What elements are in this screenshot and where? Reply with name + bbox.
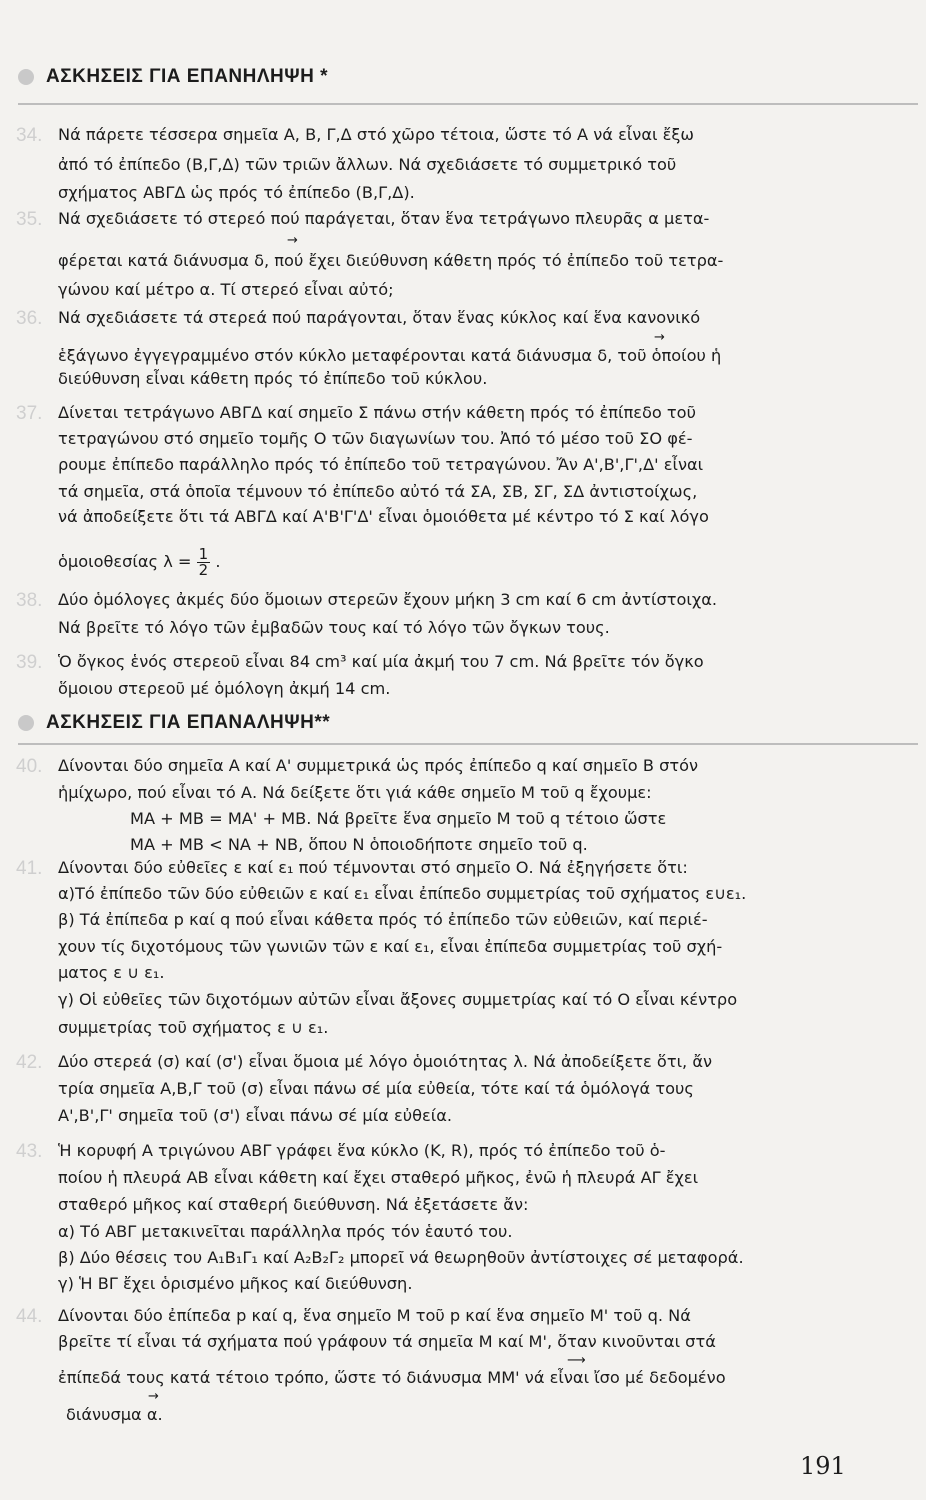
- text-line: βρεῖτε τί εἶναι τά σχήματα πού γράφουν τά σημεῖα Μ καί Μ', ὅταν κινοῦνται στά: [58, 1332, 716, 1351]
- divider: [18, 743, 918, 745]
- exercise-number: 35.: [16, 209, 43, 230]
- vector-arrow-icon: →: [654, 330, 665, 345]
- vector-arrow-icon: →: [148, 1389, 159, 1404]
- text-line: τά σημεῖα, στά ὁποῖα τέμνουν τό ἐπίπεδο αὐτό τά ΣΑ, ΣΒ, ΣΓ, ΣΔ ἀντιστοίχως,: [58, 482, 698, 501]
- exercise-number: 44.: [16, 1306, 43, 1327]
- exercise-number: 43.: [16, 1141, 43, 1162]
- text-line: γ) Οἱ εὐθεῖες τῶν διχοτόμων αὐτῶν εἶναι ἄξονες συμμετρίας καί τό Ο εἶναι κέντρο: [58, 990, 738, 1009]
- exercise-number: 34.: [16, 125, 43, 146]
- text-line: ὁμοιοθεσίας λ = $\frac{1}{2}$ .: [58, 545, 221, 579]
- fraction-denominator: 2: [198, 561, 209, 579]
- section-header-2: [18, 712, 330, 734]
- text-line: Νά πάρετε τέσσερα σημεῖα Α, Β, Γ,Δ στό χῶρο τέτοια, ὥστε τό Α νά εἶναι ἔξω: [58, 125, 694, 144]
- bullet-icon: [18, 69, 34, 85]
- text-line: ἐπίπεδά τους κατά τέτοιο τρόπο, ὥστε τό διάνυσμα ΜΜ' νά εἶναι ἴσο μέ δεδομένο: [58, 1368, 726, 1387]
- exercise-number: 37.: [16, 403, 43, 424]
- text-line: Ἡ κορυφή Α τριγώνου ΑΒΓ γράφει ἕνα κύκλο (Κ, R), πρός τό ἐπίπεδο τοῦ ὁ-: [58, 1141, 666, 1160]
- text-line: χουν τίς διχοτόμους τῶν γωνιῶν τῶν ε καί ε₁, εἶναι ἐπίπεδα συμμετρίας τοῦ σχή-: [58, 937, 723, 956]
- text-line: ποίου ἡ πλευρά ΑΒ εἶναι κάθετη καί ἔχει σταθερό μῆκος, ἐνῶ ἡ πλευρά ΑΓ ἔχει: [58, 1168, 699, 1187]
- text-line: ὅμοιου στερεοῦ μέ ὁμόλογη ἀκμή 14 cm.: [58, 679, 391, 698]
- text-line: Δίνονται δύο σημεῖα Α καί Α' συμμετρικά ὡς πρός ἐπίπεδο q καί σημεῖο Β στόν: [58, 756, 699, 775]
- exercise-number: 42.: [16, 1052, 43, 1073]
- text-line: α)Τό ἐπίπεδο τῶν δύο εὐθειῶν ε καί ε₁ εἶναι ἐπίπεδο συμμετρίας τοῦ σχήματος ε∪ε₁.: [58, 884, 747, 903]
- page-number: 191: [800, 1452, 846, 1480]
- vector-arrow-icon: ⟶: [567, 1353, 586, 1368]
- text-line: β) Τά ἐπίπεδα p καί q πού εἶναι κάθετα πρός τό ἐπίπεδο τῶν εὐθειῶν, καί περιέ-: [58, 910, 708, 929]
- text-line: διεύθυνση εἶναι κάθετη πρός τό ἐπίπεδο τοῦ κύκλου.: [58, 369, 488, 388]
- text-line: φέρεται κατά διάνυσμα δ, πού ἔχει διεύθυνση κάθετη πρός τό ἐπίπεδο τοῦ τετρα-: [58, 251, 724, 270]
- text-line: ἑξάγωνο ἐγγεγραμμένο στόν κύκλο μεταφέρονται κατά διάνυσμα δ, τοῦ ὁποίου ἡ: [58, 346, 722, 365]
- text-line: τρία σημεῖα Α,Β,Γ τοῦ (σ) εἶναι πάνω σέ μία εὐθεία, τότε καί τά ὁμόλογά τους: [58, 1079, 694, 1098]
- text-line: ἡμίχωρο, πού εἶναι τό Α. Νά δείξετε ὅτι γιά κάθε σημεῖο Μ τοῦ q ἔχουμε:: [58, 783, 652, 802]
- text-line: ΜΑ + ΜΒ = ΜΑ' + ΜΒ. Νά βρεῖτε ἕνα σημεῖο Μ τοῦ q τέτοιο ὥστε: [130, 809, 667, 828]
- exercise-number: 41.: [16, 858, 43, 879]
- text-line: νά ἀποδείξετε ὅτι τά ΑΒΓΔ καί Α'Β'Γ'Δ' εἶναι ὁμοιόθετα μέ κέντρο τό Σ καί λόγο: [58, 507, 709, 526]
- exercise-number: 38.: [16, 590, 43, 611]
- text-line: Δίνονται δύο ἐπίπεδα p καί q, ἕνα σημεῖο Μ τοῦ p καί ἕνα σημεῖο Μ' τοῦ q. Νά: [58, 1306, 691, 1325]
- text-line: ματος ε ∪ ε₁.: [58, 963, 165, 982]
- text-line: Δύο ὁμόλογες ἀκμές δύο ὅμοιων στερεῶν ἔχουν μήκη 3 cm καί 6 cm ἀντίστοιχα.: [58, 590, 718, 609]
- text-line: Δύο στερεά (σ) καί (σ') εἶναι ὅμοια μέ λόγο ὁμοιότητας λ. Νά ἀποδείξετε ὅτι, ἄν: [58, 1052, 713, 1071]
- fraction-numerator: 1: [198, 545, 209, 563]
- text-line: Νά σχεδιάσετε τό στερεό πού παράγεται, ὅταν ἕνα τετράγωνο πλευρᾶς α μετα-: [58, 209, 710, 228]
- vector-arrow-icon: →: [287, 233, 298, 248]
- text-line: ἀπό τό ἐπίπεδο (Β,Γ,Δ) τῶν τριῶν ἄλλων. Νά σχεδιάσετε τό συμμετρικό τοῦ: [58, 155, 677, 174]
- text-line: Δίνεται τετράγωνο ΑΒΓΔ καί σημεῖο Σ πάνω στήν κάθετη πρός τό ἐπίπεδο τοῦ: [58, 403, 696, 422]
- fraction: [197, 547, 211, 578]
- text-line: Νά βρεῖτε τό λόγο τῶν ἐμβαδῶν τους καί τό λόγο τῶν ὄγκων τους.: [58, 618, 610, 637]
- text-line: συμμετρίας τοῦ σχήματος ε ∪ ε₁.: [58, 1018, 329, 1037]
- text-line: Ὁ ὄγκος ἑνός στερεοῦ εἶναι 84 cm³ καί μία ἀκμή του 7 cm. Νά βρεῖτε τόν ὄγκο: [58, 652, 704, 671]
- section-title: ΑΣΚΗΣΕΙΣ ΓΙΑ ΕΠΑΝΗΛΗΨΗ *: [46, 66, 329, 87]
- text-line: Α',Β',Γ' σημεῖα τοῦ (σ') εἶναι πάνω σέ μία εὐθεία.: [58, 1106, 453, 1125]
- ratio-label: ὁμοιοθεσίας λ =: [58, 552, 197, 571]
- text-line: γώνου καί μέτρο α. Τί στερεό εἶναι αὐτό;: [58, 280, 394, 299]
- exercise-number: 39.: [16, 652, 43, 673]
- text-line: Νά σχεδιάσετε τά στερεά πού παράγονται, ὅταν ἕνας κύκλος καί ἕνα κανονικό: [58, 308, 701, 327]
- text-line: σχήματος ΑΒΓΔ ὡς πρός τό ἐπίπεδο (Β,Γ,Δ).: [58, 183, 415, 202]
- text-line: γ) Ἡ ΒΓ ἔχει ὁρισμένο μῆκος καί διεύθυνση.: [58, 1274, 413, 1293]
- text-line: ρουμε ἐπίπεδο παράλληλο πρός τό ἐπίπεδο τοῦ τετραγώνου. Ἄν Α',Β',Γ',Δ' εἶναι: [58, 455, 704, 474]
- text-line: τετραγώνου στό σημεῖο τομῆς Ο τῶν διαγωνίων του. Ἀπό τό μέσο τοῦ ΣΟ φέ-: [58, 429, 693, 448]
- exercise-number: 36.: [16, 308, 43, 329]
- bullet-icon: [18, 715, 34, 731]
- exercise-number: 40.: [16, 756, 43, 777]
- section-title: ΑΣΚΗΣΕΙΣ ΓΙΑ ΕΠΑΝΑΛΗΨΗ**: [46, 712, 331, 733]
- text-line: β) Δύο θέσεις του Α₁Β₁Γ₁ καί Α₂Β₂Γ₂ μπορεῖ νά θεωρηθοῦν ἀντίστοιχες σέ μεταφορά.: [58, 1248, 744, 1267]
- section-header-1: [18, 66, 328, 88]
- divider: [18, 103, 918, 105]
- text-line: Δίνονται δύο εὐθεῖες ε καί ε₁ πού τέμνονται στό σημεῖο Ο. Νά ἐξηγήσετε ὅτι:: [58, 858, 688, 877]
- text-line: σταθερό μῆκος καί σταθερή διεύθυνση. Νά ἐξετάσετε ἄν:: [58, 1195, 529, 1214]
- text-line: διάνυσμα α.: [66, 1405, 163, 1424]
- text-line: ΜΑ + ΜΒ < ΝΑ + ΝΒ, ὅπου Ν ὁποιοδήποτε σημεῖο τοῦ q.: [130, 835, 588, 854]
- text-line: α) Τό ΑΒΓ μετακινεῖται παράλληλα πρός τόν ἑαυτό του.: [58, 1222, 513, 1241]
